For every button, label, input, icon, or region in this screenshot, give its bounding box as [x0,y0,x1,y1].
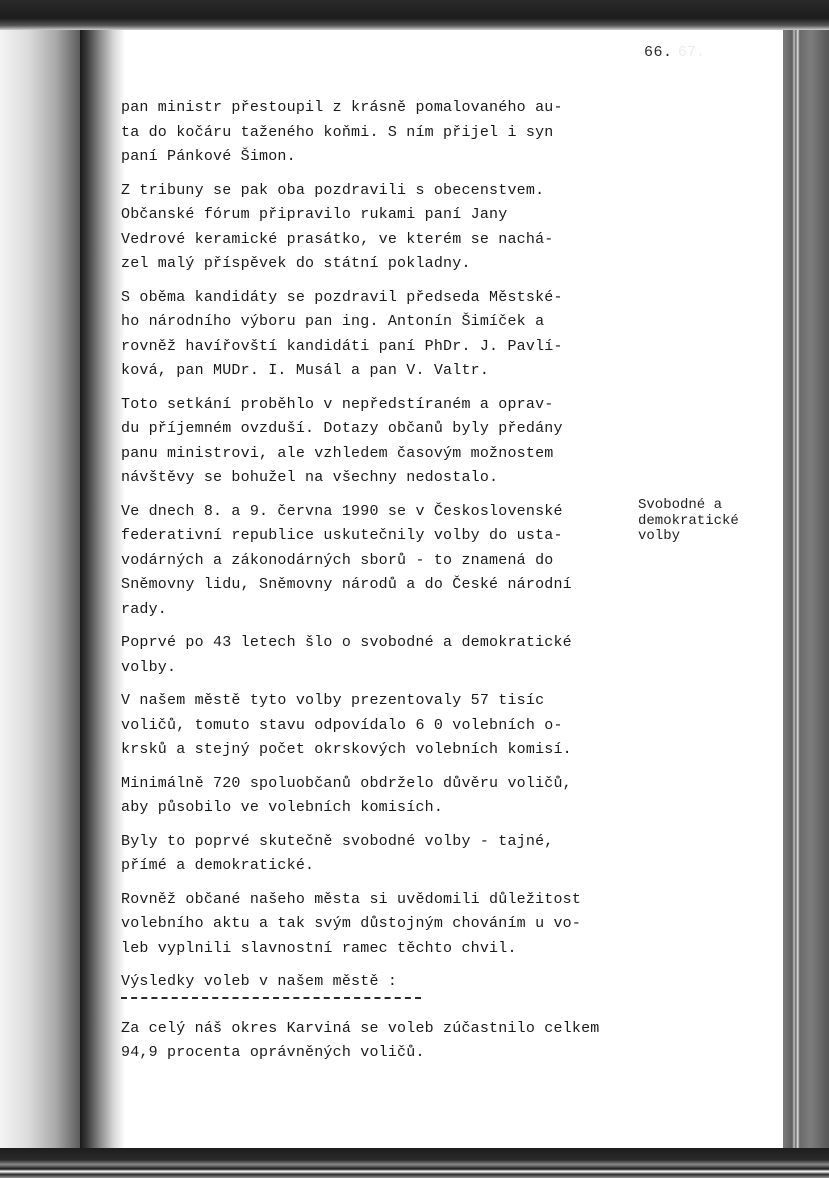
paragraph-election-dates [121,500,661,623]
text-line: ková, pan MUDr. I. Musál a pan V. Valtr. [121,362,490,379]
margin-note-line: Svobodné a [638,497,723,513]
scan-bottom-edge [0,1148,829,1178]
text-line: voličů, tomuto stavu odpovídalo 6 0 volebních o- [121,716,563,734]
text-line: vodárných a zákonodárných sborů - to znamená do [121,551,554,569]
paragraph-meeting-atmosphere [121,393,661,491]
heading-underline-rule [121,997,421,999]
text-line: 94,9 procenta oprávněných voličů. [121,1044,425,1061]
text-line: Z tribuny se pak oba pozdravili s obecenstvem. [121,181,545,199]
text-line: Vedrové keramické prasátko, ve kterém se nachá- [121,230,554,248]
text-line: Byly to poprvé skutečně svobodné volby - tajné, [121,832,554,850]
paragraph-voter-count [121,689,661,763]
scan-top-edge [0,0,829,30]
paragraph-first-free-elections [121,631,661,680]
text-line: panu ministrovi, ale vzhledem časovým možnostem [121,444,554,462]
text-line: ta do kočáru taženého koňmi. S ním přijel i syn [121,123,554,141]
paragraph-minister-arrival [121,96,661,170]
paragraph-candidates [121,286,661,384]
page-stack-edge [783,30,829,1148]
paragraph-secret-ballot [121,830,661,879]
text-line: aby působilo ve volebních komisích. [121,799,444,816]
text-line: Minimálně 720 spoluobčanů obdrželo důvěru voličů, [121,774,572,792]
text-line: ho národního výboru pan ing. Antonín Šimíček a [121,313,545,330]
paragraph-commission-members [121,772,661,821]
text-line: rady. [121,600,168,618]
text-line: Občanské fórum připravilo rukami paní Jany [121,206,508,223]
section-heading: Výsledky voleb v našem městě : [121,973,398,990]
paragraph-tribune-greeting [121,179,661,277]
page-number: 66. [644,44,673,61]
text-line: Poprvé po 43 letech šlo o svobodné a demokratické [121,634,572,651]
text-line: federativní republice uskutečnily volby do usta- [121,527,563,544]
typewritten-body [121,96,661,1075]
book-gutter-shadow [80,30,125,1148]
show-through-page-number: 67. [678,44,706,61]
margin-note-line: volby [638,528,681,544]
text-line: V našem městě tyto volby prezentovaly 57 tisíc [121,692,545,709]
text-line: Ve dnech 8. a 9. června 1990 se v Československé [121,502,563,520]
text-line: S oběma kandidáty se pozdravil předseda Městské- [121,288,563,306]
text-line: leb vyplnili slavnostní ramec těchto chvil. [121,939,517,957]
facing-page-edge [0,30,80,1148]
text-line: paní Pánkové Šimon. [121,148,296,165]
text-line: volebního aktu a tak svým důstojným chováním u vo- [121,915,582,932]
text-line: Toto setkání proběhlo v nepředstíraném a oprav- [121,395,554,413]
text-line: přímé a demokratické. [121,857,315,874]
text-line: volby. [121,658,177,676]
paragraph-district-turnout [121,1017,661,1066]
margin-note-line: demokratické [638,512,739,529]
text-line: krsků a stejný počet okrskových volebních komisí. [121,741,572,758]
text-line: zel malý příspěvek do státní pokladny. [121,255,471,272]
text-line: Za celý náš okres Karviná se voleb zúčastnilo celkem [121,1019,600,1037]
text-line: pan ministr přestoupil z krásně pomalovaného au- [121,99,563,116]
text-line: návštěvy se bohužel na všechny nedostalo. [121,469,499,486]
text-line: Rovněž občané našeho města si uvědomili důležitost [121,890,582,908]
text-line: rovněž havířovští kandidáti paní PhDr. J. Pavlí- [121,337,563,355]
margin-note [638,498,778,545]
text-line: du příjemném ovzduší. Dotazy občanů byly předány [121,420,563,437]
paragraph-citizens-conduct [121,888,661,962]
text-line: Sněmovny lidu, Sněmovny národů a do České národní [121,576,572,593]
section-results [121,970,661,999]
